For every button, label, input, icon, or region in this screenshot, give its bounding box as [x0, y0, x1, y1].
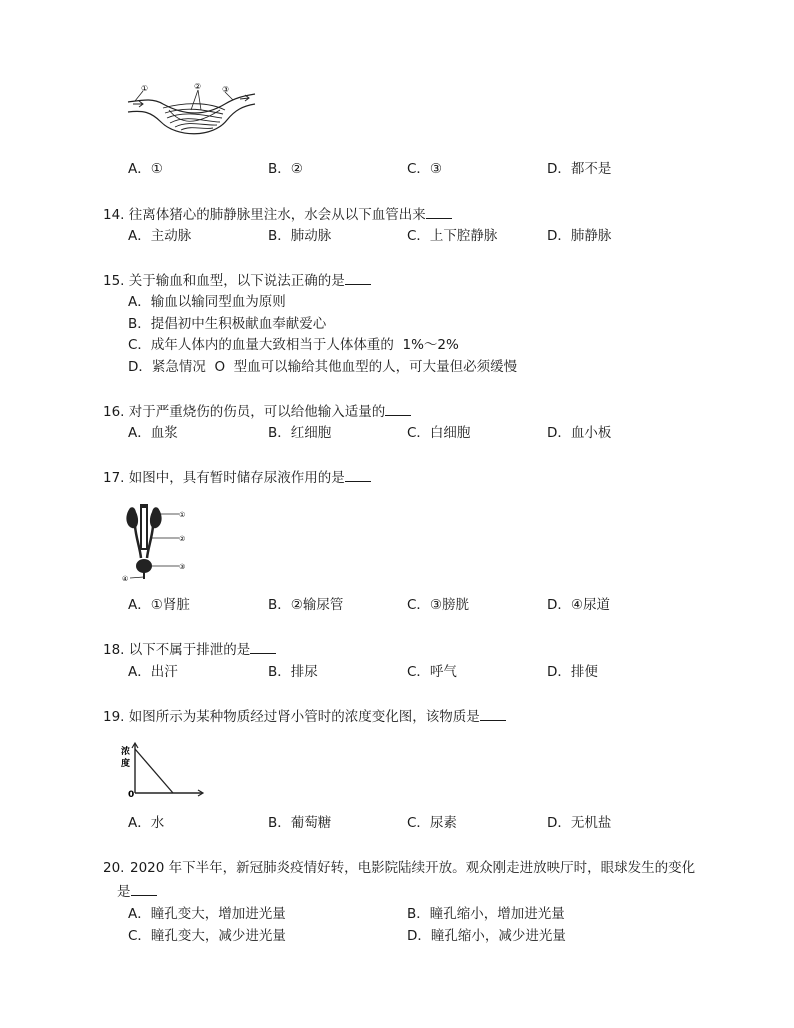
q19-option-b[interactable]: B．葡萄糖 — [268, 815, 332, 831]
q17-stem: 17. 如图中，具有暂时储存尿液作用的是 — [103, 470, 345, 486]
q17-option-c[interactable]: C．③膀胱 — [407, 597, 470, 613]
q13-option-a[interactable]: A．① — [128, 161, 163, 177]
q16-stem-row — [103, 402, 411, 421]
q14-blank — [426, 205, 452, 219]
q19-stem-row — [103, 707, 506, 726]
q13-label-2: ② — [194, 82, 202, 91]
q18-stem: 18. 以下不属于排泄的是 — [103, 642, 251, 658]
q15-blank — [345, 271, 371, 285]
q14-option-b[interactable]: B．肺动脉 — [268, 228, 332, 244]
q13-label-3: ③ — [222, 85, 230, 94]
q16-option-d[interactable]: D．血小板 — [547, 425, 612, 441]
q20-stem-row2 — [117, 882, 157, 901]
q14-option-a[interactable]: A．主动脉 — [128, 228, 192, 244]
q13-option-c[interactable]: C．③ — [407, 161, 443, 177]
q15-option-c[interactable]: C．成年人体内的血量大致相当于人体体重的 1%～2% — [128, 337, 459, 353]
q17-option-a[interactable]: A．①肾脏 — [128, 597, 190, 613]
q13-option-d[interactable]: D．都不是 — [547, 161, 612, 177]
q17-stem-row — [103, 468, 371, 487]
q15-stem: 15. 关于输血和血型，以下说法正确的是 — [103, 273, 345, 289]
q19-ylabel-1: 浓 — [121, 747, 131, 757]
q14-option-d[interactable]: D．肺静脉 — [547, 228, 612, 244]
concentration-line — [135, 749, 173, 793]
q17-blank — [345, 468, 371, 482]
q16-stem: 16. 对于严重烧伤的伤员，可以给他输入适量的 — [103, 404, 386, 420]
q18-option-d[interactable]: D．排便 — [547, 664, 598, 680]
q15-option-d[interactable]: D．紧急情况 O 型血可以输给其他血型的人，可大量但必须缓慢 — [128, 359, 518, 375]
q20-number: 20. — [103, 860, 125, 876]
q16-option-a[interactable]: A．血浆 — [128, 425, 178, 441]
q14-stem: 14. 往离体猪心的肺静脉里注水，水会从以下血管出来 — [103, 207, 426, 223]
q15-option-b[interactable]: B．提倡初中生积极献血奉献爱心 — [128, 316, 327, 332]
q15-stem-row — [103, 271, 371, 290]
q13-label-1: ① — [141, 84, 149, 93]
concentration-graph — [118, 740, 208, 800]
q20-option-b[interactable]: B．瞳孔缩小，增加进光量 — [407, 906, 565, 922]
q17-label-3: ③ — [179, 563, 186, 571]
q20-stem-line1: 2020 年下半年，新冠肺炎疫情好转，电影院陆续开放。观众刚走进放映厅时，眼球发生的变化 — [130, 860, 696, 876]
q20-option-c[interactable]: C．瞳孔变大，减少进光量 — [128, 928, 286, 944]
q19-option-c[interactable]: C．尿素 — [407, 815, 457, 831]
q17-option-b[interactable]: B．②输尿管 — [268, 597, 344, 613]
q19-blank — [480, 707, 506, 721]
urinary-system-diagram — [122, 500, 192, 582]
q19-stem: 19. 如图所示为某种物质经过肾小管时的浓度变化图，该物质是 — [103, 709, 480, 725]
q19-ylabel-2: 度 — [121, 759, 131, 769]
q17-label-4: ④ — [122, 575, 129, 583]
q19-option-d[interactable]: D．无机盐 — [547, 815, 612, 831]
q16-blank — [385, 402, 411, 416]
q18-option-c[interactable]: C．呼气 — [407, 664, 457, 680]
q17-option-d[interactable]: D．④尿道 — [547, 597, 610, 613]
q13-option-b[interactable]: B．② — [268, 161, 303, 177]
q15-option-a[interactable]: A．输血以输同型血为原则 — [128, 294, 286, 310]
q17-label-2: ② — [179, 535, 186, 543]
q19-option-a[interactable]: A．水 — [128, 815, 165, 831]
q20-blank — [131, 882, 157, 896]
q20-option-a[interactable]: A．瞳孔变大，增加进光量 — [128, 906, 286, 922]
q17-label-1: ① — [179, 511, 186, 519]
q20-stem-line2: 是 — [117, 884, 131, 900]
q20-option-d[interactable]: D．瞳孔缩小，减少进光量 — [407, 928, 566, 944]
capillary-diagram — [125, 80, 260, 140]
q18-stem-row — [103, 640, 276, 659]
q19-origin: 0 — [128, 790, 135, 800]
q14-option-c[interactable]: C．上下腔静脉 — [407, 228, 498, 244]
q16-option-c[interactable]: C．白细胞 — [407, 425, 471, 441]
q18-option-a[interactable]: A．出汗 — [128, 664, 178, 680]
q16-option-b[interactable]: B．红细胞 — [268, 425, 332, 441]
q18-blank — [250, 640, 276, 654]
q14-stem-row — [103, 205, 452, 224]
q18-option-b[interactable]: B．排尿 — [268, 664, 318, 680]
